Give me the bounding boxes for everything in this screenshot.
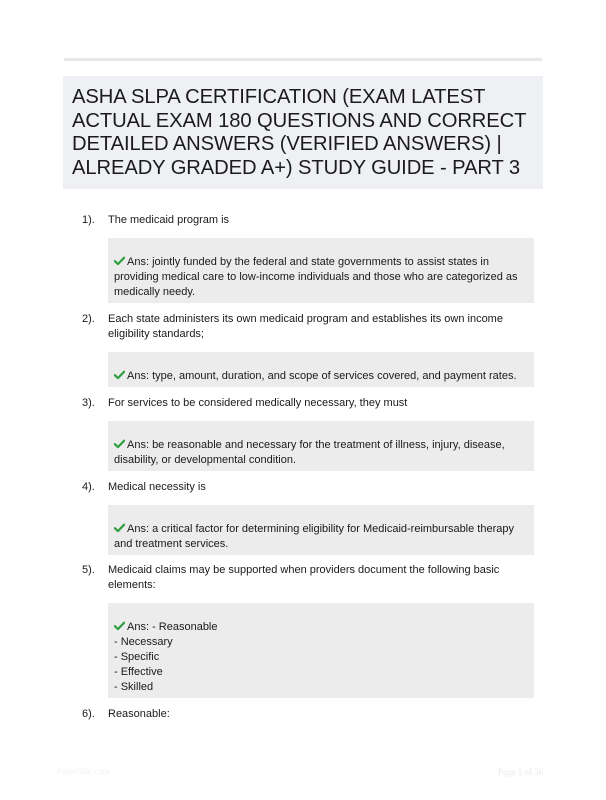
check-icon — [114, 370, 125, 380]
answer-text: Ans: jointly funded by the federal and state governments to assist states in providing medical care to low-income individuals and those who are categorized as medically needy. — [114, 256, 518, 298]
question-number: 3). — [82, 397, 95, 409]
check-icon — [114, 523, 125, 533]
answer-text: Ans: type, amount, duration, and scope of services covered, and payment rates. — [127, 370, 517, 382]
top-divider — [64, 58, 542, 61]
footer-site-watermark: PaperSite.com — [57, 767, 110, 776]
answer-box — [108, 505, 534, 555]
footer-page-number: Page 1 of 36 — [498, 767, 544, 777]
check-icon — [114, 439, 125, 449]
question-number: 4). — [82, 481, 95, 493]
question-text: Medical necessity is — [108, 481, 206, 493]
question-number: 6). — [82, 708, 95, 720]
question-number: 1). — [82, 214, 95, 226]
question-number: 5). — [82, 564, 95, 576]
answer-text: Ans: be reasonable and necessary for the treatment of illness, injury, disease, disability, or developmental condition. — [114, 439, 505, 466]
question-text: Reasonable: — [108, 708, 170, 720]
answer-box — [108, 352, 534, 387]
answer-box — [108, 421, 534, 471]
question-text: Medicaid claims may be supported when providers document the following basic elements: — [108, 564, 500, 591]
question-text: For services to be considered medically necessary, they must — [108, 397, 408, 409]
answer-text: Ans: - Reasonable - Necessary - Specific - Effective - Skilled — [114, 621, 218, 693]
page-title: ASHA SLPA CERTIFICATION (EXAM LATEST ACTUAL EXAM 180 QUESTIONS AND CORRECT DETAILED ANSWERS (VERIFIED ANSWERS) | ALREADY GRADED A+) STUDY GUIDE - PART 3 — [72, 86, 526, 179]
question-text: Each state administers its own medicaid program and establishes its own income eligibility standards; — [108, 313, 503, 340]
question-text: The medicaid program is — [108, 214, 230, 226]
answer-box — [108, 603, 534, 698]
check-icon — [114, 256, 125, 266]
answer-text: Ans: a critical factor for determining eligibility for Medicaid-reimbursable therapy and treatment services. — [114, 523, 514, 550]
title-box — [63, 76, 543, 189]
check-icon — [114, 621, 125, 631]
answer-box — [108, 238, 534, 303]
question-number: 2). — [82, 313, 95, 325]
